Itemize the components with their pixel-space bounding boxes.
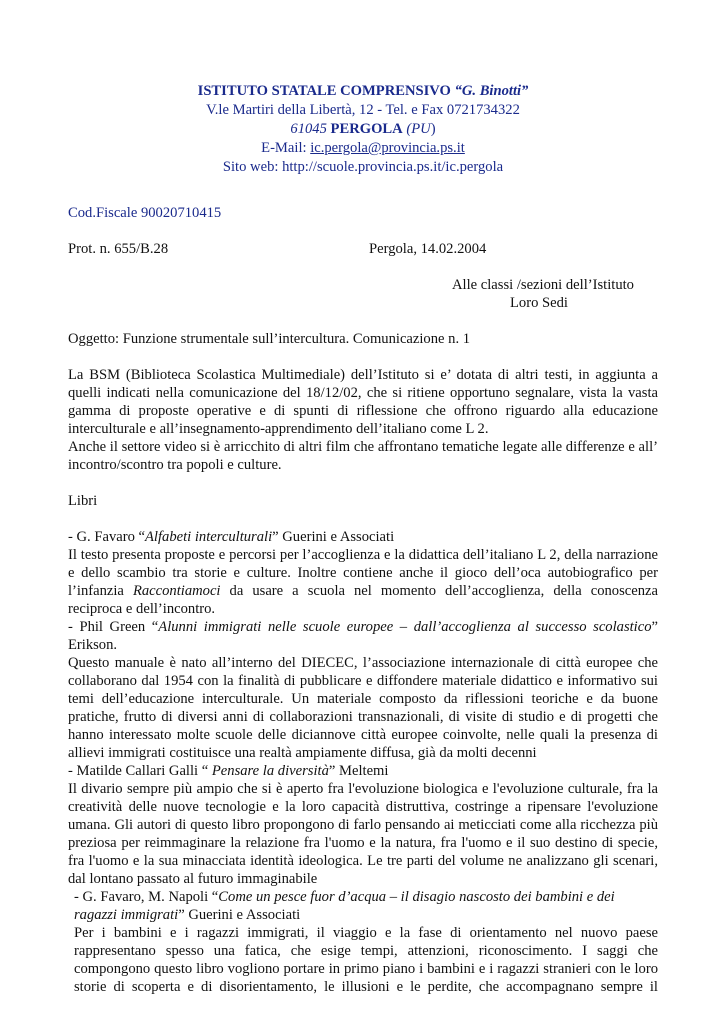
book-publisher: ” Meltemi	[328, 763, 389, 779]
postal-code: 61045	[290, 121, 327, 137]
subject-line: Oggetto: Funzione strumentale sull’intercultura. Comunicazione n. 1	[68, 331, 471, 347]
fiscal-code: Cod.Fiscale 90020710415	[68, 205, 222, 221]
section-title-books: Libri	[68, 493, 98, 509]
addressee-line-2: Loro Sedi	[510, 295, 568, 311]
letter-date: Pergola, 14.02.2004	[369, 241, 487, 257]
school-name	[68, 82, 658, 101]
school-name-main: ISTITUTO STATALE COMPRENSIVO	[197, 83, 455, 99]
book-description-part: da usare a scuola nel momento dell’accoglienza, della conoscenza reciproca e dell’incontro.	[68, 583, 658, 617]
book-entry-1	[68, 528, 658, 618]
book-reference	[68, 528, 658, 546]
book-author: - G. Favaro “	[68, 529, 145, 545]
school-name-dedication: “G. Binotti”	[454, 83, 529, 99]
book-game-title: Raccontiamoci	[132, 583, 221, 599]
book-entry-4	[68, 888, 658, 996]
book-reference	[68, 618, 658, 654]
video-paragraph: Anche il settore video si è arricchito di altri film che affrontano tematiche legate alle differenze e all’ incontro/scontro tra popoli e culture.	[68, 439, 658, 473]
book-description: Questo manuale è nato all’interno del DIECEC, l’associazione internazionale di città europee che collaborano dal 1954 con la finalità di pubblicare e diffondere materiale didattico e informativo sui temi dell’educazione interculturale. Un materiale composto da riflessioni teoriche e da buone pratiche, frutto di diversi anni di collaborazioni transnazionali, di visite di studio e di progetti che hanno interessato molte scuole delle diciannove città europee coinvolte, nelle quali la presenza di allievi immigrati costituisce una realtà ampiamente diffusa, già da molti decenni	[68, 655, 658, 761]
province-close: )	[430, 121, 436, 137]
school-city	[68, 120, 658, 139]
book-author: - G. Favaro, M. Napoli “	[74, 889, 219, 905]
book-reference	[68, 762, 658, 780]
addressee-block	[452, 276, 662, 312]
book-publisher: ” Guerini e Associati	[272, 529, 395, 545]
book-description	[68, 546, 658, 618]
book-publisher: ” Guerini e Associati	[178, 907, 301, 923]
school-email	[68, 139, 658, 158]
school-website: Sito web: http://scuole.provincia.ps.it/ic.pergola	[222, 159, 504, 175]
school-address: V.le Martiri della Libertà, 12 - Tel. e Fax 0721734322	[206, 102, 520, 118]
province: (PU	[406, 121, 431, 137]
addressee-line-1: Alle classi /sezioni dell’Istituto	[452, 277, 634, 293]
protocol-number: Prot. n. 655/B.28	[68, 241, 169, 257]
book-title: Alunni immigrati nelle scuole europee – dall’accoglienza al successo scolastico	[158, 619, 652, 635]
book-title: Pensare la diversità	[211, 763, 329, 779]
protocol-line	[68, 240, 658, 258]
book-description: Per i bambini e i ragazzi immigrati, il viaggio e la fase di orientamento nel nuovo paese rappresentano spesso una fatica, che esige tempi, attenzioni, riconoscimento. I saggi che compongono questo libro vogliono portare in primo piano i bambini e i ragazzi stranieri con le loro storie di scoperta e di disorientamento, le illusioni e le perdite, che accompagnano sempre il	[74, 925, 658, 995]
intro-paragraph: La BSM (Biblioteca Scolastica Multimediale) dell’Istituto si e’ dotata di altri testi, in aggiunta a quelli indicati nella comunicazione del 18/12/02, che si ritiene opportuno segnalare, vista la vasta gamma di proposte operative e di spunti di riflessione che offrono riguardo alla educazione interculturale e all’insegnamento-apprendimento dell’italiano come L 2.	[68, 367, 658, 437]
book-entry-3	[68, 762, 658, 888]
book-publisher: ” Erikson.	[68, 619, 658, 653]
book-entry-2	[68, 618, 658, 762]
book-title: Come un pesce fuor d’acqua – il disagio nascosto dei bambini e dei ragazzi immigrati	[74, 889, 615, 923]
book-title: Alfabeti interculturali	[145, 529, 273, 545]
book-description-part: Il testo presenta proposte e percorsi per l’accoglienza e la didattica dell’italiano L 2, della narrazione e dello scambio tra storie e culture. Inoltre contiene anche il gioco dell’oca autobiografico per l’infanzia	[68, 547, 658, 599]
city-name: PERGOLA	[330, 121, 403, 137]
email-link[interactable]: ic.pergola@provincia.ps.it	[310, 140, 465, 156]
book-description: Il divario sempre più ampio che si è aperto fra l'evoluzione biologica e l'evoluzione culturale, fra la creatività delle nuove tecnologie e la loro capacità distruttiva, costringe a ripensare l'evoluzione umana. Gli autori di questo libro propongono di farlo pensando ai meticciati come alla ricchezza più preziosa per reimmaginare la relazione fra l'uomo e la natura, fra l'uomo e il suo destino di specie, fra l'uomo e la sua minacciata identità ideologica. Le tre parti del volume ne analizzano gli scenari, dal lontano passato al futuro immaginabile	[68, 781, 658, 887]
book-reference	[74, 888, 658, 924]
letter-page	[68, 82, 658, 996]
book-author: - Matilde Callari Galli “	[68, 763, 212, 779]
book-author: - Phil Green “	[68, 619, 159, 635]
letterhead	[68, 82, 658, 177]
email-label: E-Mail:	[261, 140, 311, 156]
